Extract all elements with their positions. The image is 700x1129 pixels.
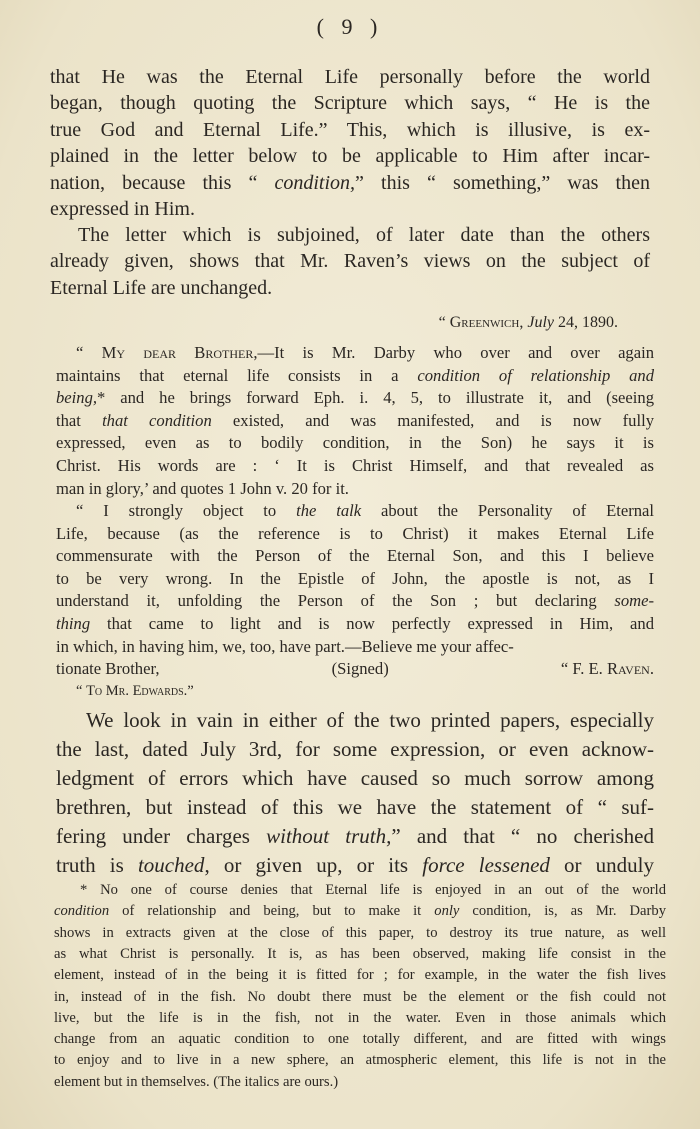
text-line <box>54 1052 666 1069</box>
text-line <box>50 92 650 115</box>
text-line <box>56 614 654 633</box>
text-line <box>54 967 666 984</box>
text-span: live, but the life is in the fish, not in the water. Even in those animals which <box>54 1009 666 1026</box>
text-line <box>54 989 666 1006</box>
text-line <box>54 925 666 942</box>
text-span: began, though quoting the Scripture which says, “ He is the <box>50 92 650 115</box>
text-span: , or given up, or its <box>204 853 423 877</box>
text-span: plained in the letter below to be applicable to Him after incar- <box>50 145 650 168</box>
text-line <box>76 683 476 700</box>
text-span: “ <box>76 343 102 362</box>
text-line <box>56 637 654 656</box>
text-span: tionate Brother, <box>56 659 160 678</box>
text-span: “ <box>76 683 87 699</box>
text-span: expressed in Him. <box>50 198 195 220</box>
italic-text: thing <box>56 614 91 633</box>
text-line <box>50 145 650 168</box>
text-line <box>56 546 654 565</box>
text-span: Life, because (as the reference is to Christ) it makes Eternal Life <box>56 523 654 543</box>
text-span: * No one of course denies that Eternal life is enjoyed in an out of the world <box>80 882 666 898</box>
text-line <box>50 119 650 142</box>
text-line <box>76 501 654 520</box>
text-span: existed, and was manifested, and is now fully <box>211 410 654 430</box>
text-line <box>56 388 654 407</box>
text-span: shows in extracts given at the close of this paper, to destroy its true nature, as well <box>54 924 666 941</box>
text-span: the last, dated July 3rd, for some expression, or even acknow- <box>56 737 654 761</box>
text-span: or unduly <box>549 853 655 877</box>
italic-text: July <box>527 314 554 331</box>
text-line <box>50 277 650 300</box>
text-span: ” and that “ no cherished <box>391 824 654 848</box>
text-line <box>56 853 654 877</box>
text-span: understand it, unfolding the Person of the Son ; but declaring <box>56 591 615 611</box>
text-line <box>50 172 650 195</box>
text-line <box>54 946 666 963</box>
italic-text: only <box>434 903 460 920</box>
text-line <box>86 708 654 732</box>
text-span: true God and Eternal Life.” This, which is illusive, is ex- <box>50 118 650 141</box>
text-line <box>56 569 654 588</box>
text-span: brethren, but instead of this we have the statement of “ suf- <box>56 795 654 819</box>
italic-text: force lessened <box>422 853 550 877</box>
text-span: to be very wrong. In the Epistle of John, the apostle is not, as I <box>56 568 654 588</box>
text-line <box>50 250 650 273</box>
italic-text: the talk <box>296 501 362 520</box>
small-caps-text: Raven. <box>606 659 654 678</box>
page-number: ( 9 ) <box>316 14 384 39</box>
text-line <box>78 224 650 247</box>
italic-text: some- <box>614 591 654 611</box>
text-span: element but in themselves. (The italics are ours.) <box>54 1073 339 1090</box>
signatory <box>561 659 654 678</box>
text-span: change from an aquatic condition to one totally different, and are fitted with wings <box>54 1031 666 1048</box>
text-span: 24, 1890. <box>554 314 618 331</box>
text-line <box>56 524 654 543</box>
text-span: Eternal Life are unchanged. <box>50 276 273 299</box>
text-span: ledgment of errors which have caused so much sorrow among <box>56 766 654 790</box>
text-line <box>439 314 618 332</box>
text-line <box>56 659 654 678</box>
text-span: expressed, even as to bodily condition, in the Son) he says it is <box>56 433 654 453</box>
italic-text: that condition <box>102 410 212 430</box>
text-span: condition, is, as Mr. Darby <box>459 903 666 920</box>
italic-text: without truth, <box>266 824 392 848</box>
text-line <box>56 824 654 848</box>
text-span: Christ. His words are : ‘ It is Christ Himself, and that revealed as <box>56 456 654 475</box>
text-span: as what Christ is personally. It is, as has been observed, making life consist in the <box>54 945 666 962</box>
italic-text: touched <box>137 853 205 877</box>
text-span: commensurate with the Person of the Eternal Son, and this I believe <box>56 546 654 566</box>
text-span: fering under charges <box>56 824 267 848</box>
text-span: truth is <box>56 853 138 877</box>
text-span: (Signed) <box>331 659 389 678</box>
text-span: —It is Mr. Darby who over and over again <box>257 343 655 362</box>
text-span: ” this “ something,” was then <box>355 171 650 194</box>
text-line <box>56 433 654 452</box>
text-line <box>56 456 654 475</box>
text-span: We look in vain in either of the two printed papers, especially <box>86 708 654 732</box>
text-span: already given, shows that Mr. Raven’s views on the subject of <box>50 250 650 273</box>
text-span: ” <box>187 683 194 699</box>
text-line <box>56 766 654 790</box>
text-span: of relationship and being, but to make it <box>109 903 435 920</box>
text-line <box>54 1074 666 1091</box>
text-line <box>56 411 654 430</box>
text-line <box>50 198 650 221</box>
text-line <box>54 903 666 920</box>
text-span: that <box>56 410 103 430</box>
italic-text: condition, <box>274 171 356 194</box>
text-span: “ I strongly object to <box>76 501 297 520</box>
small-caps-text: My dear Brother, <box>101 343 258 362</box>
text-span: to enjoy and to live in a new sphere, an atmospheric element, this life is not in the <box>54 1052 666 1069</box>
text-line <box>56 795 654 819</box>
italic-text: condition <box>54 903 110 920</box>
text-span: The letter which is subjoined, of later date than the others <box>78 224 650 246</box>
text-span: “ <box>438 314 450 331</box>
small-caps-text: Greenwich, <box>449 314 524 331</box>
text-span: man in glory,’ and quotes 1 John v. 20 for it. <box>56 478 349 498</box>
text-line <box>56 737 654 761</box>
text-span: in which, in having him, we, too, have part.—Believe me your affec- <box>56 636 514 656</box>
text-line <box>56 366 654 385</box>
text-span: maintains that eternal life consists in a <box>56 365 418 385</box>
small-caps-text: To Mr. Edwards. <box>86 683 188 699</box>
text-span: about the Personality of Eternal <box>361 501 654 520</box>
text-line <box>56 479 654 498</box>
text-span: * and he brings forward Eph. i. 4, 5, to illustrate it, and (seeing <box>97 388 654 408</box>
text-line <box>50 66 650 89</box>
text-line <box>76 343 654 362</box>
text-line <box>80 882 666 899</box>
text-line <box>54 1010 666 1027</box>
text-line <box>54 1031 666 1048</box>
text-span: element, instead of in the being it is fitted for ; for example, in the water the fish lives <box>54 967 666 984</box>
italic-text: condition of relationship and <box>417 365 654 385</box>
text-span: “ F. E. <box>560 659 607 678</box>
text-span: in, instead of in the fish. No doubt there must be the element or the fish could not <box>54 988 666 1005</box>
text-line <box>56 591 654 610</box>
text-span: nation, because this “ <box>50 171 275 194</box>
italic-text: being, <box>56 388 98 408</box>
text-span: that came to light and is now perfectly expressed in Him, and <box>90 614 654 633</box>
text-span: that He was the Eternal Life personally before the world <box>50 66 650 88</box>
